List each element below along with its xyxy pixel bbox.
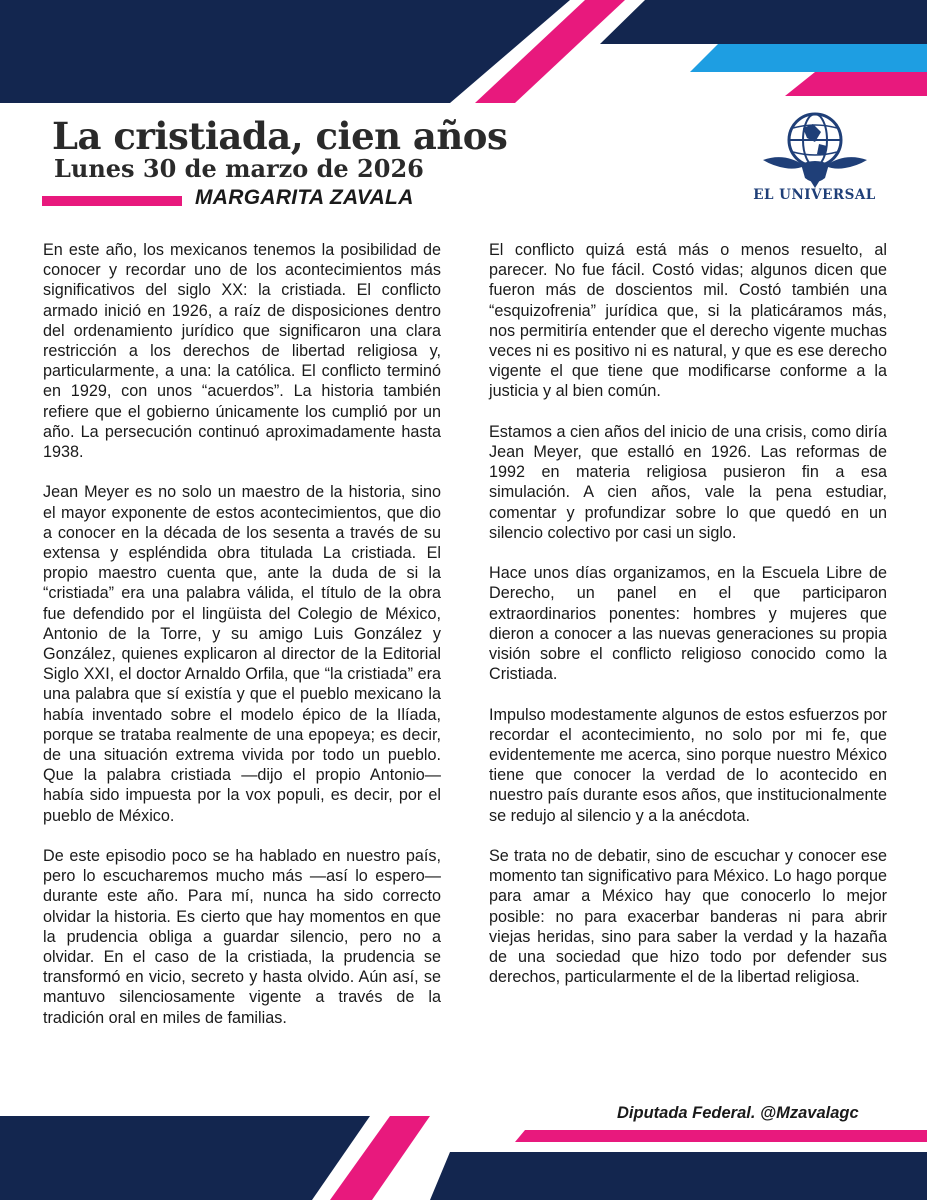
paragraph: Impulso modestamente algunos de estos esfuerzos por recordar el acontecimiento, no solo por mi fe, que evidentemente me acerca, sino porque nuestro México tiene que conocer la verdad de lo acontecido en nuestro país durante esos años, que institucionalmente se redujo al silencio y a la anécdota.	[489, 705, 887, 825]
bottom-navy-stripe	[0, 1116, 370, 1200]
paragraph: El conflicto quizá está más o menos resuelto, al parecer. No fue fácil. Costó vidas; algunos dicen que fueron más de doscientos mil. Costó también una “esquizofrenia” jurídica que, si la platicáramos más, nos permitiría entender que el derecho vigente muchas veces ni es positivo ni es natural, y que es ese derecho vigente el que tiene que modificarse conforme a la justicia y al bien común.	[489, 241, 887, 401]
bottom-pink-stripe-right	[515, 1130, 927, 1142]
bottom-navy-stripe-right	[430, 1152, 927, 1200]
top-navy-stripe-right	[600, 0, 927, 44]
author-name: MARGARITA ZAVALA	[195, 186, 414, 209]
top-pink-stripe-right	[785, 72, 927, 96]
article-date: Lunes 30 de marzo de 2026	[54, 154, 424, 183]
paragraph: De este episodio poco se ha hablado en nuestro país, pero lo escucharemos mucho más —así lo espero— durante este año. Para mí, nunca ha sido correcto olvidar la historia. Es cierto que hay momentos en que la prudencia obliga a guardar silencio, pero no a olvidar. En el caso de la cristiada, la prudencia se transformó en vicio, secreto y hasta olvido. Aún así, se mantuvo silenciosamente vigente a través de la tradición oral en miles de familias.	[43, 847, 441, 1027]
top-cyan-stripe	[690, 44, 927, 72]
author-accent-bar	[42, 196, 182, 206]
top-decorative-band	[0, 0, 927, 110]
article-right-column	[489, 240, 887, 1008]
paragraph: Estamos a cien años del inicio de una crisis, como diría Jean Meyer, que estalló en 1926. Las reformas de 1992 en materia religiosa pusieron fin a esa simulación. A cien años, vale la pena estudiar, comentar y profundizar sobre lo que quedó en un silencio colectivo por casi un siglo.	[489, 422, 887, 542]
paragraph: Se trata no de debatir, sino de escuchar y conocer ese momento tan significativo para México. Lo hago porque para amar a México hay que conocerlo lo mejor posible: no para exacerbar banderas ni para abrir viejas heridas, sino para saber la verdad y la hazaña de una sociedad que hizo todo por defender sus derechos, particularmente el de la libertad religiosa.	[489, 847, 887, 987]
author-signature: Diputada Federal. @Mzavalagc	[617, 1104, 859, 1122]
top-navy-stripe	[0, 0, 570, 103]
paragraph: En este año, los mexicanos tenemos la posibilidad de conocer y recordar uno de los acontecimientos más significativos del siglo XX: la cristiada. El conflicto armado inició en 1926, a raíz de disposiciones dentro del ordenamiento jurídico que significaron una clara restricción a los derechos de libertad religiosa y, particularmente, a una: la católica. El conflicto terminó en 1929, con unos “acuerdos”. La historia también refiere que el gobierno únicamente los cumplió por un año. La persecución continuó aproximadamente hasta 1938.	[43, 241, 441, 462]
paragraph: Hace unos días organizamos, en la Escuela Libre de Derecho, un panel en el que participaron extraordinarios ponentes: hombres y mujeres que dieron a conocer a las nuevas generaciones su propia visión sobre el conflicto religioso conocido como la Cristiada.	[489, 564, 887, 684]
bottom-decorative-band	[0, 1100, 927, 1200]
paragraph: Jean Meyer es no solo un maestro de la historia, sino el mayor exponente de estos acontecimientos, que dio a conocer en la década de los sesenta a través de su extensa y espléndida obra titulada La cristiada. El propio maestro cuenta que, ante la duda de si la “cristiada” era una palabra válida, el título de la obra fue defendido por el lingüista del Colegio de México, Antonio de la Torre, y su amigo Luis González y González, quienes explicaron al director de la Editorial Siglo XXI, el doctor Arnaldo Orfila, que “la cristiada” era una palabra que sí existía y que el pueblo mexicano la había inventado sobre el modelo épico de la Ilíada, porque se trataba realmente de una epopeya; es decir, de una situación extrema vivida por todo un pueblo. Que la palabra cristiada —dijo el propio Antonio— había sido impuesta por la vox populi, es decir, por el pueblo de México.	[43, 483, 441, 825]
publisher-logo-text: EL UNIVERSAL	[753, 187, 876, 203]
article-left-column	[43, 240, 441, 1048]
article-title: La cristiada, cien años	[52, 114, 508, 158]
